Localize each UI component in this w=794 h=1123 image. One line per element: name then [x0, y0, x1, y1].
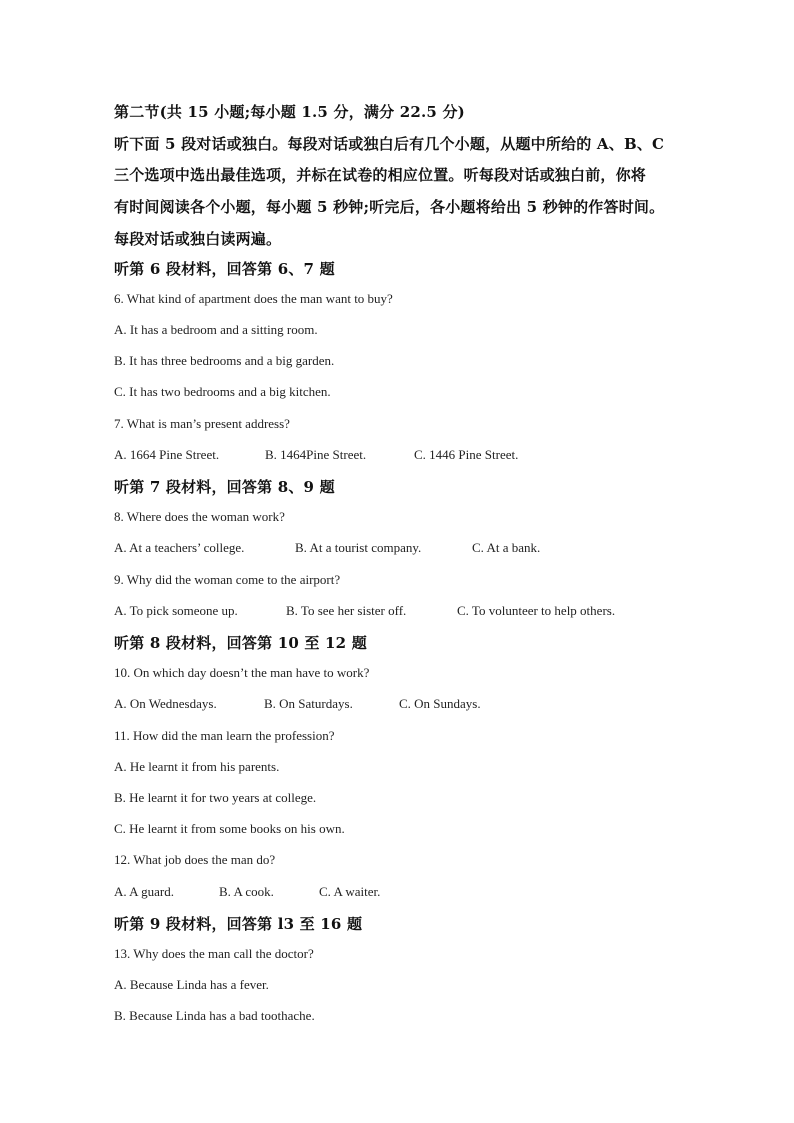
option-c: C. He learnt it from some books on his own.	[114, 821, 345, 836]
option-a: A. 1664 Pine Street.	[114, 447, 220, 462]
group-heading: 听第 9 段材料，回答第 l3 至 16 题	[114, 915, 363, 933]
section-title: 第二节(共 15 小题;每小题 1.5 分，满分 22.5 分)	[114, 103, 465, 121]
option-c: C. To volunteer to help others.	[457, 603, 616, 618]
option-c: C. It has two bedrooms and a big kitchen.	[114, 384, 331, 399]
option-b: B. On Saturdays.	[264, 696, 353, 711]
question-text: 6. What kind of apartment does the man want to buy?	[114, 291, 393, 306]
option-a: A. A guard.	[114, 884, 174, 899]
question-text: 9. Why did the woman come to the airport?	[114, 572, 341, 587]
option-b: B. He learnt it for two years at college.	[114, 790, 317, 805]
option-b: B. At a tourist company.	[295, 540, 422, 555]
option-a: A. At a teachers’ college.	[114, 540, 245, 555]
option-c: C. At a bank.	[472, 540, 541, 555]
option-c: C. A waiter.	[319, 884, 381, 899]
option-a: A. To pick someone up.	[114, 603, 238, 618]
group-heading: 听第 7 段材料，回答第 8、9 题	[114, 478, 335, 496]
option-c: C. 1446 Pine Street.	[414, 447, 519, 462]
option-a: A. He learnt it from his parents.	[114, 759, 280, 774]
option-c: C. On Sundays.	[399, 696, 481, 711]
instruction-line: 三个选项中选出最佳选项，并标在试卷的相应位置。听每段对话或独白前，你将	[114, 166, 647, 184]
option-b: B. To see her sister off.	[286, 603, 407, 618]
option-a: A. On Wednesdays.	[114, 696, 217, 711]
instruction-line: 每段对话或独白读两遍。	[114, 230, 282, 248]
option-b: B. It has three bedrooms and a big garden.	[114, 353, 335, 368]
instruction-line: 有时间阅读各个小题，每小题 5 秒钟;听完后，各小题将给出 5 秒钟的作答时间。	[114, 198, 665, 216]
option-b: B. A cook.	[219, 884, 274, 899]
question-text: 11. How did the man learn the profession?	[114, 728, 335, 743]
option-a: A. Because Linda has a fever.	[114, 977, 269, 992]
question-text: 7. What is man’s present address?	[114, 416, 290, 431]
question-text: 8. Where does the woman work?	[114, 509, 285, 524]
question-text: 12. What job does the man do?	[114, 852, 276, 867]
option-b: B. 1464Pine Street.	[265, 447, 367, 462]
group-heading: 听第 8 段材料，回答第 10 至 12 题	[114, 634, 367, 652]
option-a: A. It has a bedroom and a sitting room.	[114, 322, 318, 337]
option-b: B. Because Linda has a bad toothache.	[114, 1008, 315, 1023]
question-text: 10. On which day doesn’t the man have to work?	[114, 665, 370, 680]
group-heading: 听第 6 段材料，回答第 6、7 题	[114, 260, 335, 278]
instruction-line: 听下面 5 段对话或独白。每段对话或独白后有几个小题，从题中所给的 A、B、C	[114, 135, 665, 153]
question-text: 13. Why does the man call the doctor?	[114, 946, 314, 961]
